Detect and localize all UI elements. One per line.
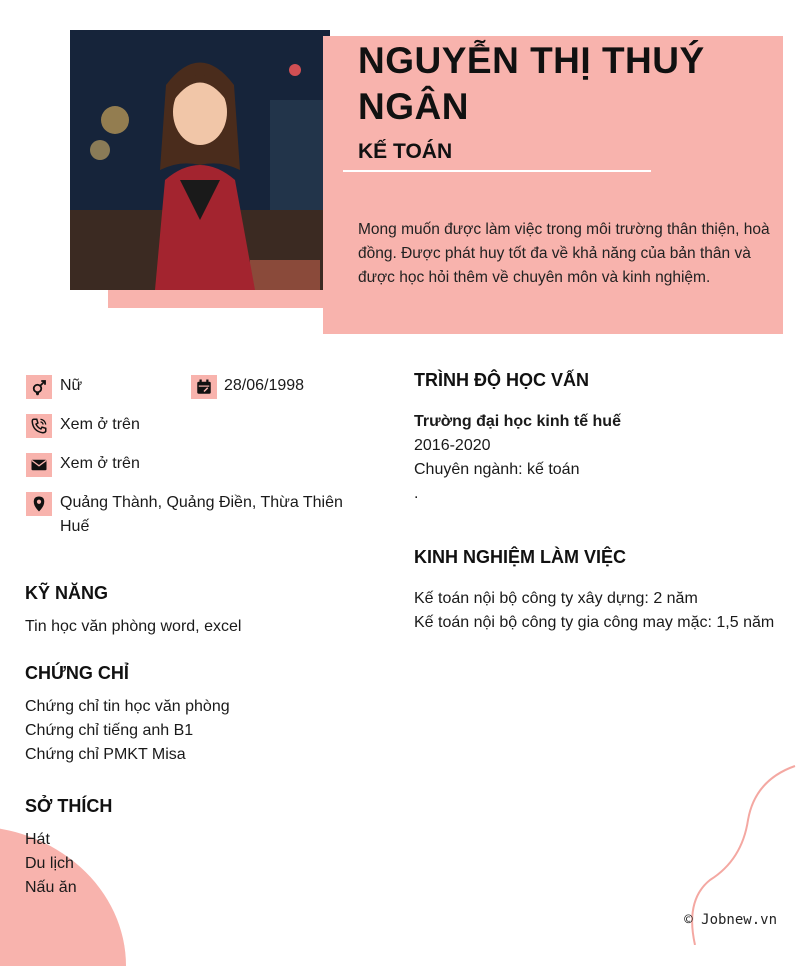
list-item: Du lịch	[25, 855, 74, 872]
profile-photo	[70, 30, 330, 290]
list-item: Chứng chỉ PMKT Misa	[25, 746, 186, 763]
experience-list	[414, 587, 779, 635]
skills-text: Tin học văn phòng word, excel	[25, 618, 242, 635]
gender-value: Nữ	[60, 377, 83, 394]
skills-heading: KỸ NĂNG	[25, 583, 109, 603]
hobbies-heading: SỞ THÍCH	[25, 796, 113, 816]
career-objective: Mong muốn được làm việc trong môi trường thân thiện, hoà đồng. Được phát huy tốt đa về khả năng của bản thân và được học hỏi thêm về chuyên môn và kinh nghiệm.	[358, 221, 770, 286]
title-divider	[343, 170, 651, 172]
education-major: Chuyên ngành: kế toán	[414, 461, 580, 478]
experience-heading: KINH NGHIỆM LÀM VIỆC	[414, 547, 627, 567]
certificates-heading: CHỨNG CHỈ	[25, 663, 129, 683]
education-heading: TRÌNH ĐỘ HỌC VẤN	[414, 370, 589, 390]
list-item: Nấu ăn	[25, 879, 77, 896]
education-school: Trường đại học kinh tế huế	[414, 413, 621, 430]
hobbies-list	[25, 828, 77, 900]
email-value: Xem ở trên	[60, 455, 140, 472]
address-value: Quảng Thành, Quảng Điền, Thừa Thiên Huế	[60, 494, 343, 535]
list-item: Hát	[25, 831, 50, 848]
job-title: KẾ TOÁN	[358, 140, 453, 163]
education-extra: .	[414, 485, 419, 502]
gender-icon	[26, 375, 52, 399]
footer-credit: © Jobnew.vn	[684, 912, 777, 928]
candidate-name: NGUYỄN THỊ THUÝ NGÂN	[358, 40, 705, 127]
phone-icon	[26, 414, 52, 438]
certificates-list	[25, 695, 230, 767]
list-item: Chứng chỉ tin học văn phòng	[25, 698, 230, 715]
education-years: 2016-2020	[414, 437, 491, 454]
list-item: Kế toán nội bộ công ty xây dựng: 2 năm	[414, 590, 698, 607]
location-icon	[26, 492, 52, 516]
email-icon	[26, 453, 52, 477]
phone-value: Xem ở trên	[60, 416, 140, 433]
list-item: Chứng chỉ tiếng anh B1	[25, 722, 194, 739]
profile-photo-illustration	[70, 30, 330, 290]
birthday-value: 28/06/1998	[224, 377, 305, 394]
list-item: Kế toán nội bộ công ty gia công may mặc: 1,5 năm	[414, 614, 775, 631]
calendar-icon	[191, 375, 217, 399]
